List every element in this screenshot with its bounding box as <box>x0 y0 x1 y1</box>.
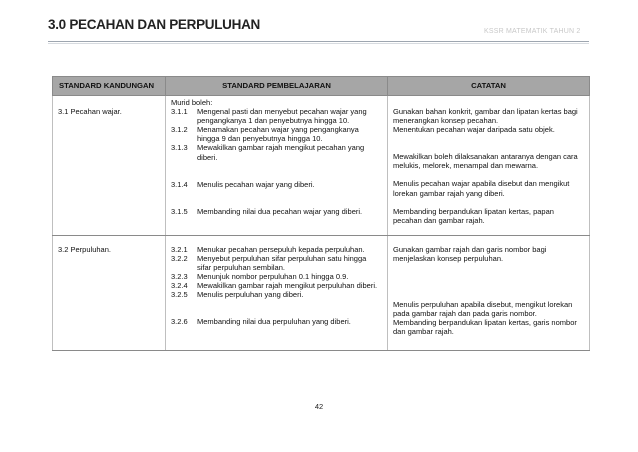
item-text: Mengenal pasti dan menyebut pecahan wajar yang pengangkanya 1 dan penyebutnya hingga 10. <box>197 107 367 126</box>
intro-text: Murid boleh: <box>171 98 213 107</box>
item-number: 3.2.6 <box>171 317 188 327</box>
item-text: Menukar pecahan persepuluh kepada perpuluhan. <box>197 244 365 254</box>
header-divider-secondary <box>48 43 589 44</box>
page-title: 3.0 PECAHAN DAN PERPULUHAN <box>48 17 260 32</box>
item-text: Mewakilkan gambar rajah mengikut pecahan yang diberi. <box>197 143 365 162</box>
item-number: 3.2.3 <box>171 272 188 282</box>
note-text: Gunakan gambar rajah dan garis nombor bagi menjelaskan konsep perpuluhan. <box>393 244 547 263</box>
learning-item <box>171 207 382 216</box>
item-number: 3.2.2 <box>171 253 188 263</box>
learning-item <box>171 143 382 161</box>
item-text: Menunjuk nombor perpuluhan 0.1 hingga 0.9. <box>197 272 349 282</box>
item-number: 3.1.2 <box>171 125 188 135</box>
item-number: 3.1.1 <box>171 107 188 117</box>
item-number: 3.1.5 <box>171 206 188 216</box>
header-divider <box>48 41 589 42</box>
column-header-catatan: CATATAN <box>388 77 590 96</box>
item-text: Menyebut perpuluhan sifar perpuluhan satu hingga sifar perpuluhan sembilan. <box>197 253 367 273</box>
learning-item <box>171 107 382 125</box>
kandungan-cell <box>53 235 166 351</box>
note-text: Mewakilkan boleh dilaksanakan antaranya dengan cara melukis, melorek, menampal dan mewarna. <box>393 152 578 171</box>
note-text: Membanding berpandukan lipatan kertas, garis nombor dan gambar rajah. <box>393 318 577 337</box>
item-text: Membanding nilai dua pecahan wajar yang diberi. <box>197 206 363 216</box>
learning-item <box>171 272 382 281</box>
note-text: Membanding berpandukan lipatan kertas, papan pecahan dan gambar rajah. <box>393 206 554 225</box>
learning-item <box>171 317 382 326</box>
catatan-cell <box>388 96 590 236</box>
note-text: Menulis perpuluhan apabila disebut, mengikut lorekan pada gambar rajah dan pada garis nombor. <box>393 300 573 319</box>
kandungan-text: 3.2 Perpuluhan. <box>58 244 111 254</box>
learning-item <box>171 254 382 272</box>
note-text: Menentukan pecahan wajar daripada satu objek. <box>393 125 555 135</box>
column-header-standard-kandungan: STANDARD KANDUNGAN <box>53 77 166 96</box>
item-text: Mewakilkan gambar rajah mengikut perpuluhan diberi. <box>197 281 378 291</box>
learning-item <box>171 180 382 189</box>
item-text: Menulis pecahan wajar yang diberi. <box>197 179 315 189</box>
table-row <box>53 96 590 236</box>
item-text: Menamakan pecahan wajar yang pengangkanya hingga 9 dan penyebutnya hingga 10. <box>197 125 359 144</box>
pembelajaran-cell <box>166 96 388 236</box>
learning-item <box>171 281 382 290</box>
item-text: Membanding nilai dua perpuluhan yang diberi. <box>197 317 351 327</box>
learning-item <box>171 125 382 143</box>
item-number: 3.2.1 <box>171 244 188 254</box>
catatan-cell <box>388 235 590 351</box>
item-number: 3.2.5 <box>171 290 188 300</box>
curriculum-table <box>52 76 590 351</box>
header-document-label: KSSR MATEMATIK TAHUN 2 <box>484 28 581 35</box>
table-header-row <box>53 77 590 96</box>
note-text: Menulis pecahan wajar apabila disebut dan mengikut lorekan gambar rajah yang diberi. <box>393 179 570 198</box>
item-number: 3.1.3 <box>171 143 188 153</box>
item-number: 3.2.4 <box>171 281 188 291</box>
column-header-standard-pembelajaran: STANDARD PEMBELAJARAN <box>166 77 388 96</box>
kandungan-cell <box>53 96 166 236</box>
learning-item <box>171 290 382 299</box>
kandungan-text: 3.1 Pecahan wajar. <box>58 107 122 116</box>
learning-item <box>171 245 382 254</box>
table-row <box>53 235 590 351</box>
note-text: Gunakan bahan konkrit, gambar dan lipatan kertas bagi menerangkan konsep pecahan. <box>393 107 578 126</box>
pembelajaran-cell <box>166 235 388 351</box>
page-number: 42 <box>314 402 324 411</box>
item-number: 3.1.4 <box>171 179 188 189</box>
item-text: Menulis perpuluhan yang diberi. <box>197 290 304 300</box>
